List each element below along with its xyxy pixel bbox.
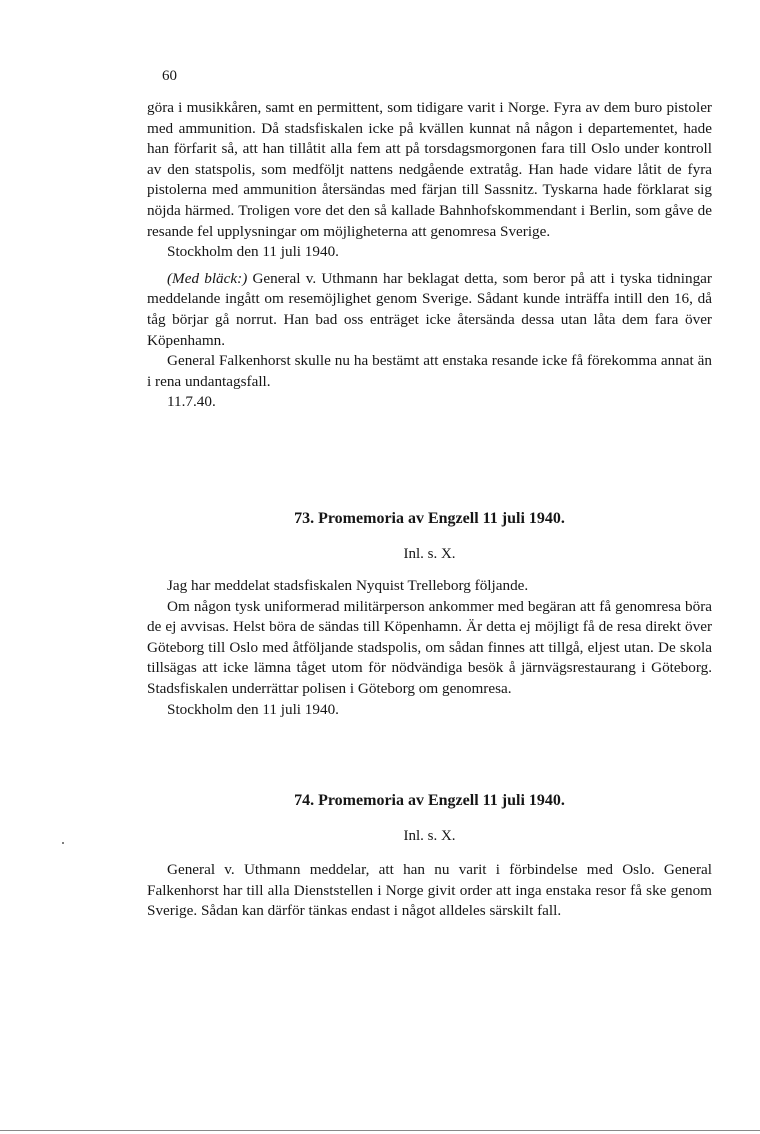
- section-continuation: [147, 98, 712, 413]
- falkenhorst-paragraph: General Falkenhorst skulle nu ha bestämt att enstaka resande icke få förekomma annat än i rena undantagsfall.: [147, 352, 712, 390]
- date-line: Stockholm den 11 juli 1940.: [167, 243, 339, 261]
- section-73-body: [147, 576, 712, 720]
- section-74-subheading: Inl. s. X.: [403, 828, 456, 844]
- page-number: 60: [162, 68, 177, 84]
- section-73-date-line: Stockholm den 11 juli 1940.: [167, 700, 339, 718]
- ink-note-paragraph: [147, 269, 712, 351]
- scan-speck: [62, 842, 64, 844]
- section-73-paragraph-2: Om någon tysk uniformerad militärperson ankommer med begäran att få genomresa böra de ej avvisas. Helst böra de sändas till Köpenhamn. Är detta ej möjligt få de resa direkt över Göteborg till Oslo med åtföljande stadspolis, om sådan finnes att tillgå, eljest utan. De skola tillsägas att icke lämna tåget utom för nödvändiga besök å järnvägsrestaurang i Göteborg. Stadsfiskalen underrättar polisen i Göteborg om genomresa.: [147, 597, 712, 697]
- section-74-body: [147, 860, 712, 922]
- short-date-line: 11.7.40.: [167, 393, 216, 411]
- section-74-heading: 74. Promemoria av Engzell 11 juli 1940.: [294, 792, 565, 809]
- section-73-subheading: Inl. s. X.: [403, 546, 456, 562]
- ink-note-text: General v. Uthmann har beklagat detta, som beror på att i tyska tidningar meddelande ingått om resemöjlighet genom Sverige. Sådant kunde inträffa intill den 16, då tåg börjar gå norrut. Han bad oss enträget icke återsända dessa utan låta dem fara över Köpenhamn.: [147, 269, 712, 349]
- section-73-heading: 73. Promemoria av Engzell 11 juli 1940.: [294, 510, 565, 527]
- ink-note-label: (Med bläck:): [167, 269, 248, 287]
- scan-edge-line: [0, 1130, 760, 1131]
- section-73-paragraph-1: Jag har meddelat stadsfiskalen Nyquist Trelleborg följande.: [167, 577, 529, 594]
- section-74-paragraph-1: General v. Uthmann meddelar, att han nu varit i förbindelse med Oslo. General Falkenhorst har till alla Dienststellen i Norge givit order att inga enstaka resor få ske genom Sverige. Sådan kan därför tänkas endast i något alldeles särskilt fall.: [147, 861, 712, 920]
- paragraph-continuation: göra i musikkåren, samt en permittent, som tidigare varit i Norge. Fyra av dem buro pistoler med ammunition. Då stadsfiskalen icke på kvällen kunnat nå någon i departementet, hade han förfarit så, att han tillåtit alla fem att på torsdagsmorgonen fara till Oslo under kontroll av den statspolis, som medföljt nattens nedgående extratåg. Han hade vidare låtit de fyra pistolerna med ammunition återsändas med färjan till Sassnitz. Tyskarna hade förklarat sig nöjda härmed. Troligen vore det den så kallade Bahnhofskommendant i Berlin, som gåve de resande fel upplysningar om möjligheterna att genomresa Sverige.: [147, 99, 712, 240]
